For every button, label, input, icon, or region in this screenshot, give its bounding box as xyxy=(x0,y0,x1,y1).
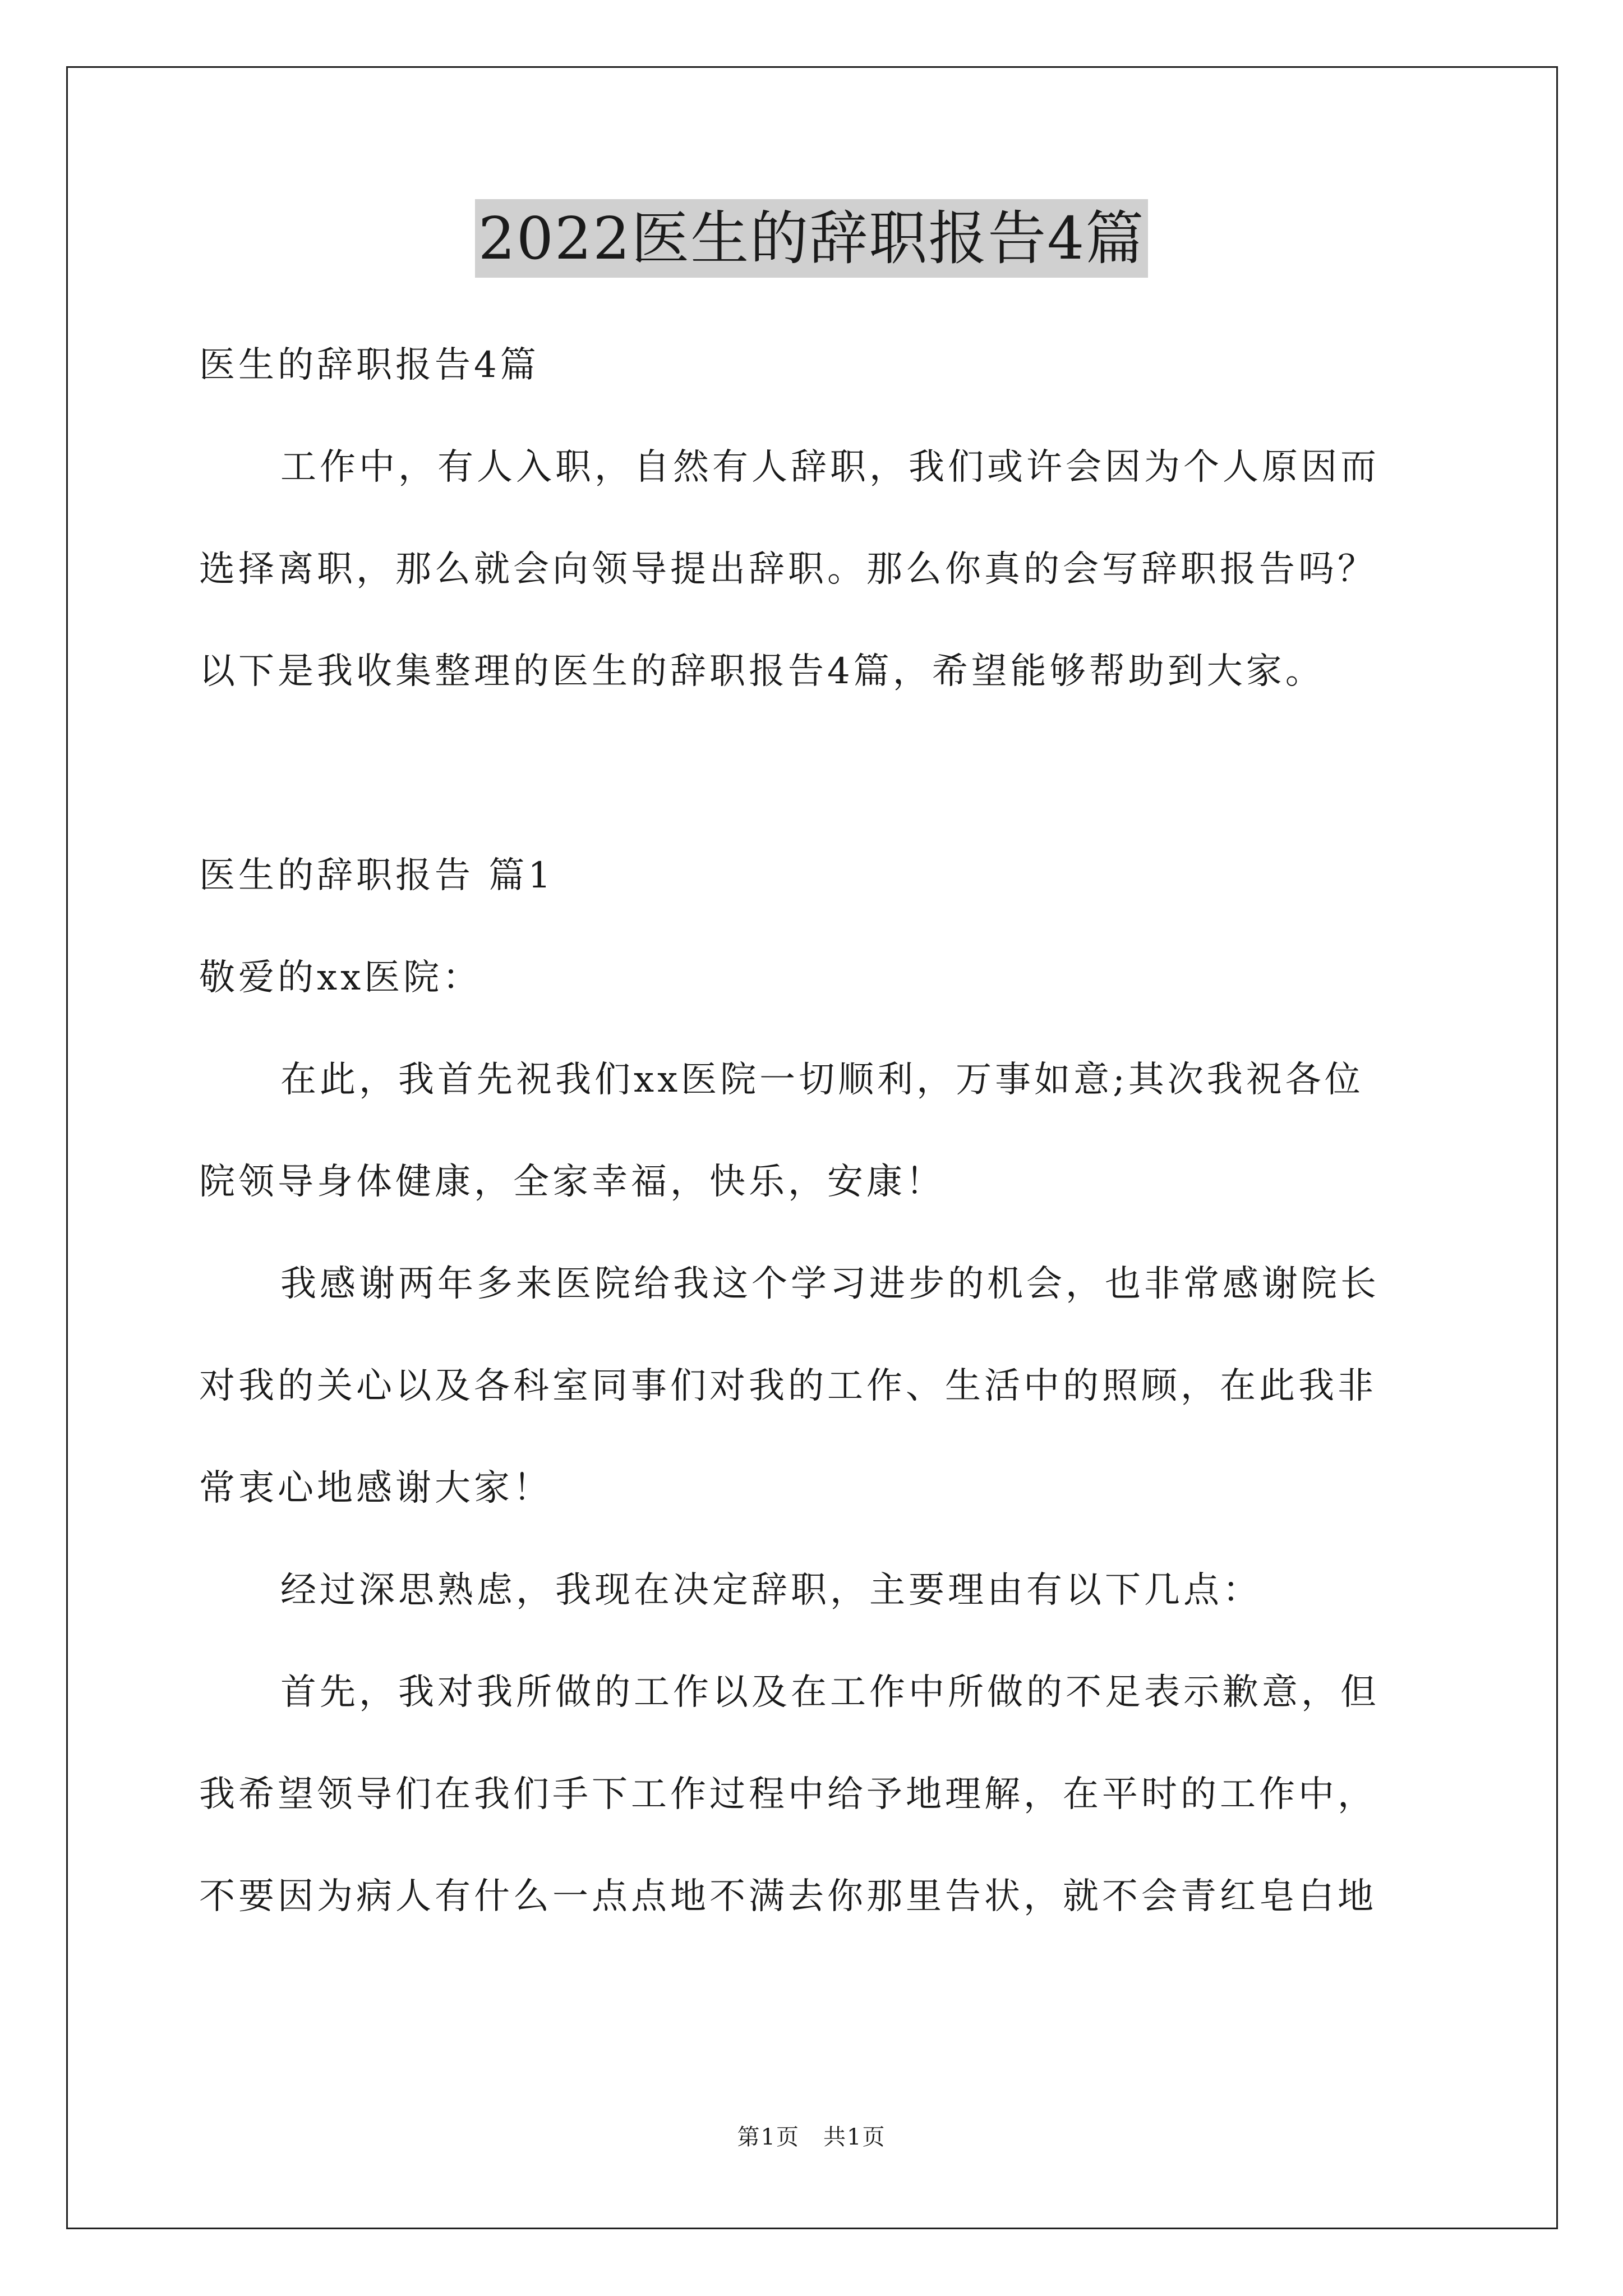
paragraph-line: 不要因为病人有什么一点点地不满去你那里告状，就不会青红皂白地 xyxy=(199,1876,1377,1917)
document-body xyxy=(199,314,1433,1948)
paragraph-line: 首先，我对我所做的工作以及在工作中所做的不足表示歉意，但 xyxy=(280,1672,1380,1713)
page-footer: 第1页 共1页 xyxy=(737,2124,886,2150)
document-title: 2022医生的辞职报告4篇 xyxy=(475,199,1149,278)
paragraph-line: 常衷心地感谢大家！ xyxy=(199,1467,552,1509)
paragraph-line: 对我的关心以及各科室同事们对我的工作、生活中的照顾，在此我非 xyxy=(199,1365,1377,1407)
paragraph-line: 院领导身体健康，全家幸福，快乐，安康！ xyxy=(199,1161,945,1203)
paragraph-line: 我希望领导们在我们手下工作过程中给予地理解，在平时的工作中， xyxy=(199,1774,1377,1815)
title-container xyxy=(0,199,1623,278)
paragraph-line: 在此，我首先祝我们xx医院一切顺利，万事如意;其次我祝各位 xyxy=(280,1059,1364,1101)
subtitle: 医生的辞职报告4篇 xyxy=(199,344,540,386)
paragraph-line: 我感谢两年多来医院给我这个学习进步的机会，也非常感谢院长 xyxy=(280,1263,1380,1305)
intro-line: 选择离职，那么就会向领导提出辞职。那么你真的会写辞职报告吗？ xyxy=(199,549,1377,590)
intro-line: 工作中，有人入职，自然有人辞职，我们或许会因为个人原因而 xyxy=(280,447,1380,488)
paragraph-line: 经过深思熟虑，我现在决定辞职，主要理由有以下几点： xyxy=(280,1570,1262,1611)
intro-line: 以下是我收集整理的医生的辞职报告4篇，希望能够帮助到大家。 xyxy=(199,651,1325,692)
spacer xyxy=(199,723,1433,825)
salutation: 敬爱的xx医院： xyxy=(199,957,482,999)
section-heading: 医生的辞职报告 篇1 xyxy=(199,855,555,896)
